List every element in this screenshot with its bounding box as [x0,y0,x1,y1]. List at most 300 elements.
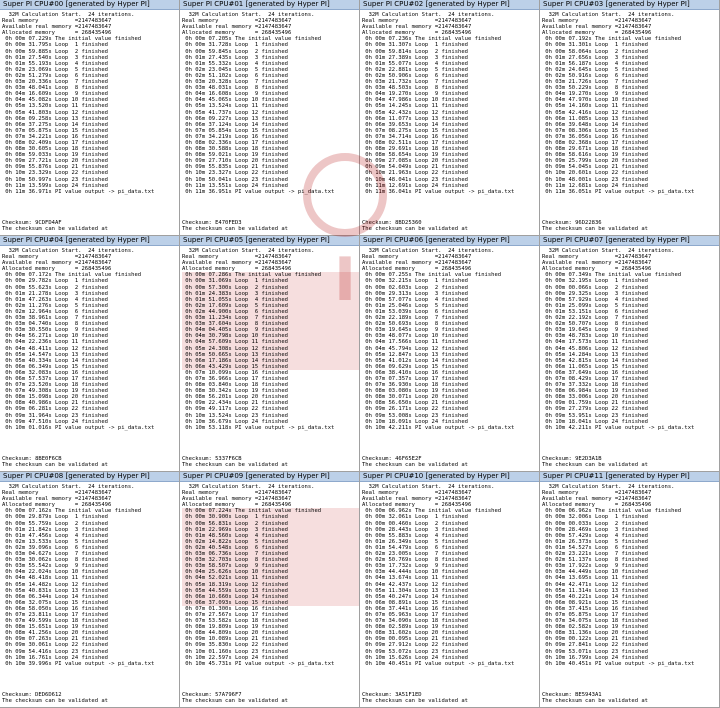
loop-line: 0h 08m 29.691s Loop 18 finished [362,146,468,153]
validated-text: The checksum can be validated at [542,225,648,232]
window-title: Super PI CPU#10 [generated by Hyper PI] [360,472,539,482]
loop-line: 0h 07m 37.332s Loop 18 finished [542,382,648,389]
loop-line: 0h 05m 11.304s Loop 13 finished [362,587,468,594]
loop-line: 0h 01m 27.540s Loop 3 finished [2,54,108,61]
loop-line: 0h 03m 20.328s Loop 7 finished [182,79,288,86]
loop-line: 0h 04m 17.566s Loop 11 finished [362,339,468,346]
validated-text: The checksum can be validated at [542,697,648,704]
header-line: Real memory =2147483647 [542,254,652,261]
validated-text: The checksum can be validated at [2,697,108,704]
loop-line: 0h 10m 21.963s Loop 22 finished [362,170,468,177]
loop-line: 0h 00m 00.033s Loop 2 finished [542,520,648,527]
hyperpi-window[interactable] [540,236,720,472]
loop-line: 0h 02m 40.548s Loop 6 finished [182,545,359,551]
loop-line: 0h 00m 32.006s Loop 1 finished [542,514,648,521]
loop-line: 0h 00m 59.814s Loop 2 finished [362,48,468,55]
loop-line: 0h 00m 07.236s The initial value finished [362,36,502,43]
loop-line: 0h 07m 34.075s Loop 18 finished [542,618,648,625]
checksum-block [542,220,648,232]
header-line: Real memory =2147483647 [182,254,292,261]
loop-line: 0h 10m 48.001s Loop 23 finished [542,176,648,183]
loop-line: 0h 03m 32.703s Loop 8 finished [182,557,359,563]
loop-line: 0h 09m 01.759s Loop 21 finished [542,400,648,407]
loop-line: 0h 06m 08.921s Loop 15 finished [542,599,648,606]
loop-line: 0h 08m 02.582s Loop 19 finished [542,624,648,631]
loop-line: 0h 00m 55.759s Loop 2 finished [2,520,108,527]
hyperpi-window[interactable] [360,472,540,708]
loop-line: 0h 05m 41.737s Loop 12 finished [182,109,288,116]
loop-line: 0h 04m 47.986s Loop 10 finished [362,97,468,104]
window-title: Super PI CPU#07 [generated by Hyper PI] [540,236,719,246]
loop-line: 0h 07m 34.714s Loop 16 finished [362,133,468,140]
loop-line: 0h 11m 12.681s Loop 24 finished [542,182,648,189]
loop-line: 0h 08m 44.809s Loop 20 finished [182,630,288,637]
header-line: Available real memory =2147483647 [182,24,292,31]
checksum-text: Checksum: 8BD25360 [362,219,422,226]
loop-line: 0h 07m 27.567s Loop 17 finished [182,611,288,618]
header-line: Real memory =2147483647 [182,18,292,25]
header-line: 32M Calculation Start. 24 iterations. [542,12,675,18]
loop-line: 0h 05m 50.665s Loop 13 finished [182,352,359,358]
loop-line: 0h 07m 36.930s Loop 18 finished [362,382,468,389]
loop-line: 0h 00m 57.300s Loop 2 finished [182,285,359,291]
loop-line: 0h 07m 05.875s Loop 15 finished [2,127,108,134]
loop-line: 0h 04m 45.794s Loop 12 finished [362,345,468,352]
loop-line: 0h 00m 59.885s Loop 2 finished [2,48,108,55]
loop-line: 0h 00m 56.831s Loop 2 finished [182,521,359,527]
loop-line: 0h 06m 38.410s Loop 16 finished [362,369,468,376]
loop-line: 0h 04m 52.021s Loop 11 finished [182,575,359,581]
loop-line: 0h 09m 55.876s Loop 21 finished [2,164,108,171]
loop-line: 0h 10m 20.601s Loop 22 finished [542,170,648,177]
loop-line: 0h 10m 01.160s Loop 23 finished [182,648,288,655]
checksum-text: Checksum: BE5943A1 [542,691,602,698]
loop-line: 0h 05m 41.803s Loop 12 finished [2,109,108,116]
loop-line: 0h 10m 40.451s PI value output -> pi_data.txt [542,660,695,667]
loop-line: 0h 11m 12.691s Loop 24 finished [362,182,468,189]
loop-line: 0h 02m 51.137s Loop 8 finished [542,557,648,564]
loop-line: 0h 02m 12.964s Loop 6 finished [2,308,108,315]
output-text [360,10,539,195]
loop-line: 0h 07m 08.429s Loop 17 finished [542,375,648,382]
loop-line: 0h 05m 42.432s Loop 12 finished [362,109,468,116]
loop-line: 0h 00m 28.469s Loop 3 finished [542,526,648,533]
loop-line: 0h 00m 59.845s Loop 2 finished [182,48,288,55]
loop-line: 0h 04m 17.573s Loop 11 finished [542,339,648,346]
loop-line: 0h 09m 31.964s Loop 23 finished [2,412,108,419]
loop-line: 0h 03m 04.627s Loop 7 finished [2,551,108,558]
loop-line: 0h 07m 36.966s Loop 17 finished [182,375,288,382]
loop-line: 0h 03m 37.604s Loop 8 finished [182,321,359,327]
checksum-text: Checksum: 3A51F1ED [362,691,422,698]
loop-line: 0h 00m 32.061s Loop 1 finished [362,514,468,521]
loop-line: 0h 10m 45.731s PI value output -> pi_data.txt [182,660,335,667]
loop-line: 0h 01m 47.263s Loop 4 finished [2,296,108,303]
loop-line: 0h 03m 04.740s Loop 8 finished [2,321,108,328]
loop-line: 0h 05m 40.221s Loop 14 finished [542,593,648,600]
loop-line: 0h 06m 39.648s Loop 14 finished [542,121,648,128]
loop-line: 0h 09m 00.095s Loop 21 finished [362,636,468,643]
loop-line: 0h 09m 00.122s Loop 21 finished [542,636,648,643]
header-line: 32M Calculation Start. 24 iterations. [182,12,315,18]
loop-line: 0h 01m 48.560s Loop 4 finished [182,533,359,539]
loop-line: 0h 00m 31.795s Loop 1 finished [2,42,108,49]
header-line: Available real memory =2147483647 [2,496,112,503]
loop-line: 0h 01m 53.151s Loop 6 finished [542,308,648,315]
loop-line: 0h 08m 30.605s Loop 18 finished [2,146,108,153]
loop-line: 0h 07m 34.221s Loop 16 finished [2,133,108,140]
hyperpi-window[interactable] [540,0,720,236]
loop-line: 0h 06m 09.227s Loop 13 finished [182,115,288,122]
loop-line: 0h 04m 19.270s Loop 9 finished [362,91,468,98]
loop-line: 0h 06m 57.537s Loop 17 finished [2,375,108,382]
loop-line: 0h 09m 27.710s Loop 20 finished [182,158,288,165]
loop-line: 0h 08m 58.654s Loop 19 finished [362,152,468,159]
loop-line: 0h 00m 31.301s Loop 1 finished [542,42,648,49]
header-line: 32M Calculation Start. 24 iterations. [2,12,135,18]
output-text [180,482,359,667]
loop-line: 0h 05m 14.245s Loop 11 finished [362,103,468,110]
loop-line: 0h 06m 37.649s Loop 16 finished [542,369,648,376]
loop-line: 0h 00m 06.962s The initial value finished [362,508,502,515]
hyperpi-window[interactable] [0,236,180,472]
window-title: Super PI CPU#00 [generated by Hyper PI] [0,0,179,10]
checksum-block [182,220,288,232]
loop-line: 0h 09m 27.841s Loop 22 finished [542,642,648,649]
loop-line: 0h 04m 45.082s Loop 10 finished [2,97,108,104]
loop-line: 0h 05m 14.482s Loop 12 finished [2,581,108,588]
window-title: Super PI CPU#01 [generated by Hyper PI] [180,0,359,10]
header-line: Available real memory =2147483647 [362,24,472,31]
loop-line: 0h 05m 13.520s Loop 11 finished [2,103,108,110]
loop-line: 0h 04m 48.411s Loop 12 finished [2,345,108,352]
loop-line: 0h 06m 06.344s Loop 14 finished [2,593,108,600]
loop-line: 0h 10m 01.016s PI value output -> pi_data.txt [2,424,155,431]
loop-line: 0h 02m 23.045s Loop 5 finished [182,66,288,73]
header-line: Allocated memory = 268435496 [542,266,652,273]
checksum-block [542,456,648,468]
loop-line: 0h 00m 07.224s The initial value finished [182,508,359,514]
loop-line: 0h 06m 43.429s Loop 15 finished [182,364,359,370]
loop-line: 0h 09m 25.799s Loop 20 finished [542,158,648,165]
loop-line: 0h 01m 27.389s Loop 3 finished [362,54,468,61]
loop-line: 0h 00m 00.460s Loop 2 finished [362,520,468,527]
loop-line: 0h 07m 07.357s Loop 17 finished [362,375,468,382]
header-line: Allocated memory = 268435496 [2,30,112,37]
header-line: Allocated memory = 268435496 [362,502,472,509]
loop-line: 0h 02m 50.906s Loop 6 finished [362,72,468,79]
loop-line: 0h 07m 05.875s Loop 17 finished [542,611,648,618]
hyperpi-window[interactable] [180,236,360,472]
loop-line: 0h 03m 30.062s Loop 8 finished [2,557,108,564]
loop-line: 0h 04m 04.405s Loop 9 finished [182,327,359,333]
loop-line: 0h 00m 07.162s The initial value finished [2,508,142,515]
loop-line: 0h 06m 32.083s Loop 16 finished [2,369,108,376]
hyperpi-window[interactable] [0,0,180,236]
header-line: Available real memory =2147483647 [362,496,472,503]
loop-line: 0h 09m 27.721s Loop 20 finished [2,158,108,165]
checksum-text: Checksum: 96D22836 [542,219,602,226]
header-line: Real memory =2147483647 [2,490,112,497]
validated-text: The checksum can be validated at [362,461,468,468]
loop-line: 0h 10m 42.211s PI value output -> pi_data.txt [542,424,695,431]
header-line: 32M Calculation Start. 24 iterations. [542,248,675,254]
loop-line: 0h 00m 29.325s Loop 3 finished [542,290,648,297]
header-line: Real memory =2147483647 [362,18,472,25]
loop-line: 0h 08m 56.201s Loop 20 finished [182,394,288,401]
loop-line: 0h 00m 07.192s The initial value finished [542,36,682,43]
loop-line: 0h 07m 05.854s Loop 15 finished [182,127,288,134]
output-text [360,482,539,667]
loop-line: 0h 06m 37.275s Loop 14 finished [2,121,108,128]
window-title: Super PI CPU#11 [generated by Hyper PI] [540,472,719,482]
loop-line: 0h 01m 26.349s Loop 5 finished [362,538,468,545]
loop-line: 0h 05m 14.547s Loop 13 finished [2,351,108,358]
hyperpi-window[interactable] [180,0,360,236]
validated-text: The checksum can be validated at [2,461,108,468]
loop-line: 0h 03m 17.922s Loop 9 finished [542,563,648,570]
loop-line: 0h 01m 25.099s Loop 5 finished [542,302,648,309]
loop-line: 0h 03m 48.783s Loop 10 finished [542,333,648,340]
header-line: 32M Calculation Start. 24 iterations. [362,248,495,254]
loop-line: 0h 09m 54.049s Loop 21 finished [362,164,468,171]
loop-line: 0h 03m 20.336s Loop 7 finished [2,79,108,86]
loop-line: 0h 07m 23.520s Loop 18 finished [2,382,108,389]
loop-line: 0h 02m 50.693s Loop 8 finished [362,321,468,328]
loop-line: 0h 05m 42.815s Loop 14 finished [542,357,648,364]
loop-line: 0h 05m 18.319s Loop 12 finished [182,582,359,588]
loop-line: 0h 08m 56.650s Loop 21 finished [362,400,468,407]
loop-line: 0h 05m 40.831s Loop 13 finished [2,587,108,594]
loop-line: 0h 03m 50.229s Loop 8 finished [542,85,648,92]
loop-line: 0h 08m 15.098s Loop 20 finished [2,394,108,401]
loop-line: 0h 01m 54.479s Loop 6 finished [362,544,468,551]
checksum-block [362,456,468,468]
loop-line: 0h 01m 55.077s Loop 4 finished [362,60,468,67]
hyperpi-window[interactable] [360,0,540,236]
loop-line: 0h 03m 06.736s Loop 7 finished [182,551,359,557]
loop-line: 0h 05m 14.160s Loop 11 finished [542,103,648,110]
checksum-text: Checksum: 57A796F7 [182,691,242,698]
loop-line: 0h 06m 37.415s Loop 16 finished [542,605,648,612]
window-title: Super PI CPU#02 [generated by Hyper PI] [360,0,539,10]
validated-text: The checksum can be validated at [182,225,288,232]
loop-line: 0h 06m 11.085s Loop 13 finished [542,115,648,122]
loop-line: 0h 01m 24.383s Loop 3 finished [182,291,359,297]
header-line: Allocated memory = 268435496 [362,266,472,273]
loop-line: 0h 01m 27.656s Loop 3 finished [542,54,648,61]
header-line: Real memory =2147483647 [2,18,112,25]
loop-line: 0h 02m 24.645s Loop 5 finished [542,66,648,73]
header-line: Available real memory =2147483647 [2,24,112,31]
loop-line: 0h 09m 53.071s Loop 23 finished [542,648,648,655]
loop-line: 0h 09m 53.008s Loop 23 finished [362,412,468,419]
loop-line: 0h 09m 06.281s Loop 22 finished [2,406,108,413]
loop-line: 0h 09m 26.171s Loop 22 finished [362,406,468,413]
loop-line: 0h 08m 59.033s Loop 19 finished [2,152,108,159]
header-line: 32M Calculation Start. 24 iterations. [182,248,315,254]
loop-line: 0h 01m 53.039s Loop 6 finished [362,308,468,315]
header-line: Available real memory =2147483647 [2,260,112,267]
loop-line: 0h 08m 02.511s Loop 17 finished [362,139,468,146]
loop-line: 0h 00m 32.195s Loop 1 finished [542,278,648,285]
loop-line: 0h 00m 57.077s Loop 4 finished [362,296,468,303]
loop-line: 0h 09m 54.416s Loop 23 finished [2,648,108,655]
loop-line: 0h 01m 27.435s Loop 3 finished [182,54,288,61]
loop-line: 0h 04m 13.695s Loop 11 finished [542,575,648,582]
loop-line: 0h 10m 50.041s Loop 23 finished [182,176,288,183]
window-title: Super PI CPU#04 [generated by Hyper PI] [0,236,179,246]
loop-line: 0h 09m 49.117s Loop 22 finished [182,406,288,413]
loop-line: 0h 07m 53.582s Loop 18 finished [182,618,288,625]
loop-line: 0h 10m 15.626s Loop 24 finished [362,654,468,661]
checksum-text: Checksum: 9CDFD4AF [2,219,62,226]
loop-line: 0h 03m 55.542s Loop 9 finished [2,563,108,570]
loop-line: 0h 02m 22.881s Loop 5 finished [362,66,468,73]
svg-text:I: I [333,245,357,315]
hyperpi-window[interactable] [0,472,180,708]
loop-line: 0h 04m 57.609s Loop 11 finished [182,339,359,345]
loop-line: 0h 08m 02.368s Loop 17 finished [542,139,648,146]
header-line: Available real memory =2147483647 [542,24,652,31]
loop-line: 0h 01m 21.278s Loop 3 finished [2,290,108,297]
loop-line: 0h 01m 55.193s Loop 4 finished [2,60,108,67]
loop-line: 0h 08m 03.080s Loop 19 finished [362,388,468,395]
loop-line: 0h 11m 13.551s Loop 24 finished [182,182,288,189]
loop-line: 0h 03m 48.077s Loop 10 finished [362,333,468,340]
loop-line: 0h 01m 55.332s Loop 4 finished [182,60,288,67]
loop-line: 0h 06m 32.075s Loop 15 finished [2,599,108,606]
loop-line: 0h 09m 55.835s Loop 21 finished [182,164,288,171]
loop-line: 0h 07m 36.056s Loop 16 finished [542,133,648,140]
loop-line: 0h 08m 02.336s Loop 17 finished [182,139,288,146]
loop-line: 0h 02m 44.900s Loop 6 finished [182,309,359,315]
loop-line: 0h 03m 44.449s Loop 10 finished [542,569,648,576]
loop-line: 0h 06m 37.093s Loop 15 finished [182,600,359,606]
checksum-block [2,692,108,704]
hyperpi-window[interactable] [180,472,360,708]
checksum-text: Checksum: 8BE0F6CB [2,455,62,462]
header-line: 32M Calculation Start. 24 iterations. [362,12,495,18]
loop-line: 0h 01m 25.046s Loop 5 finished [362,302,468,309]
loop-line: 0h 10m 23.329s Loop 22 finished [2,170,108,177]
loop-line: 0h 02m 23.069s Loop 5 finished [2,66,108,73]
loop-line: 0h 02m 50.769s Loop 8 finished [362,557,468,564]
header-line: Allocated memory = 268435496 [182,502,292,509]
loop-line: 0h 00m 31.069s Loop 1 finished [182,278,359,284]
checksum-block [2,220,108,232]
loop-line: 0h 05m 40.247s Loop 14 finished [362,593,468,600]
loop-line: 0h 08m 06.984s Loop 19 finished [542,388,648,395]
loop-line: 0h 07m 01.300s Loop 16 finished [182,605,288,612]
loop-line: 0h 08m 02.409s Loop 17 finished [2,139,108,146]
loop-line: 0h 02m 51.279s Loop 6 finished [2,72,108,79]
loop-line: 0h 04m 16.609s Loop 9 finished [2,91,108,98]
loop-line: 0h 07m 34.090s Loop 18 finished [362,618,468,625]
header-line: Allocated memory = 268435496 [2,502,112,509]
loop-line: 0h 04m 56.271s Loop 10 finished [2,333,108,340]
loop-line: 0h 09m 47.510s Loop 24 finished [2,418,108,425]
loop-line: 0h 00m 07.229s The initial value finished [2,36,142,43]
loop-line: 0h 04m 13.674s Loop 11 finished [362,575,468,582]
loop-line: 0h 11m 36.051s PI value output -> pi_data.txt [542,188,695,195]
output-text [540,10,719,195]
loop-line: 0h 10m 48.041s Loop 23 finished [362,176,468,183]
loop-line: 0h 10m 53.118s PI value output -> pi_data.txt [182,424,335,431]
loop-line: 0h 07m 08.306s Loop 15 finished [542,127,648,134]
loop-line: 0h 03m 30.550s Loop 9 finished [2,327,108,334]
loop-line: 0h 08m 30.071s Loop 20 finished [362,394,468,401]
loop-line: 0h 06m 09.258s Loop 13 finished [2,115,108,122]
loop-line: 0h 06m 09.629s Loop 15 finished [362,363,468,370]
loop-line: 0h 02m 23.005s Loop 7 finished [362,551,468,558]
loop-line: 0h 03m 19.645s Loop 9 finished [362,327,468,334]
output-text [540,482,719,667]
loop-line: 0h 04m 16.608s Loop 9 finished [182,91,288,98]
loop-line: 0h 00m 30.900s Loop 1 finished [182,514,359,520]
hyperpi-window[interactable] [360,236,540,472]
loop-line: 0h 04m 30.798s Loop 10 finished [182,333,359,339]
loop-line: 0h 05m 41.012s Loop 14 finished [362,357,468,364]
loop-line: 0h 08m 31.602s Loop 20 finished [362,630,468,637]
loop-line: 0h 04m 19.270s Loop 9 finished [542,91,648,98]
loop-line: 0h 02m 23.221s Loop 7 finished [542,551,648,558]
header-line: Allocated memory = 268435496 [542,502,652,509]
loop-line: 0h 00m 31.728s Loop 1 finished [182,42,288,49]
output-text [0,246,179,431]
loop-line: 0h 08m 29.671s Loop 18 finished [542,146,648,153]
header-line: Available real memory =2147483647 [182,260,292,267]
loop-line: 0h 00m 06.962s The initial value finished [542,508,682,515]
loop-line: 0h 00m 57.429s Loop 4 finished [542,532,648,539]
window-title: Super PI CPU#08 [generated by Hyper PI] [0,472,179,482]
loop-line: 0h 01m 26.373s Loop 5 finished [542,538,648,545]
loop-line: 0h 02m 17.609s Loop 5 finished [182,303,359,309]
checksum-text: Checksum: DED6D612 [2,691,62,698]
loop-line: 0h 00m 58.064s Loop 2 finished [542,48,648,55]
loop-line: 0h 06m 08.891s Loop 15 finished [362,599,468,606]
loop-line: 0h 03m 58.507s Loop 9 finished [182,563,359,569]
loop-line: 0h 00m 07.255s The initial value finished [362,272,502,279]
validated-text: The checksum can be validated at [542,461,648,468]
loop-line: 0h 09m 53.072s Loop 23 finished [362,648,468,655]
loop-line: 0h 02m 39.096s Loop 6 finished [2,544,108,551]
loop-line: 0h 09m 30.061s Loop 22 finished [2,642,108,649]
header-line: 32M Calculation Start. 24 iterations. [182,484,315,490]
hyperpi-window[interactable] [540,472,720,708]
loop-line: 0h 03m 48.041s Loop 8 finished [2,85,108,92]
loop-line: 0h 02m 14.822s Loop 5 finished [182,539,359,545]
loop-line: 0h 10m 22.597s Loop 24 finished [182,654,288,661]
loop-line: 0h 09m 22.434s Loop 21 finished [182,400,288,407]
loop-line: 0h 08m 30.342s Loop 19 finished [182,388,288,395]
header-line: Real memory =2147483647 [2,254,112,261]
loop-line: 0h 08m 59.021s Loop 19 finished [182,152,288,159]
loop-line: 0h 00m 57.929s Loop 4 finished [542,296,648,303]
validated-text: The checksum can be validated at [182,697,288,704]
validated-text: The checksum can be validated at [362,225,468,232]
loop-line: 0h 07m 49.308s Loop 19 finished [2,388,108,395]
loop-line: 0h 09m 35.830s Loop 22 finished [182,642,288,649]
loop-line: 0h 10m 23.327s Loop 22 finished [182,170,288,177]
loop-line: 0h 05m 14.284s Loop 13 finished [542,351,648,358]
loop-line: 0h 04m 47.970s Loop 10 finished [542,97,648,104]
loop-line: 0h 04m 22.024s Loop 10 finished [2,569,108,576]
loop-line: 0h 04m 45.806s Loop 12 finished [542,345,648,352]
header-line: Allocated memory = 268435496 [362,30,472,37]
loop-line: 0h 00m 32.215s Loop 1 finished [362,278,468,285]
loop-line: 0h 05m 44.559s Loop 13 finished [182,588,359,594]
